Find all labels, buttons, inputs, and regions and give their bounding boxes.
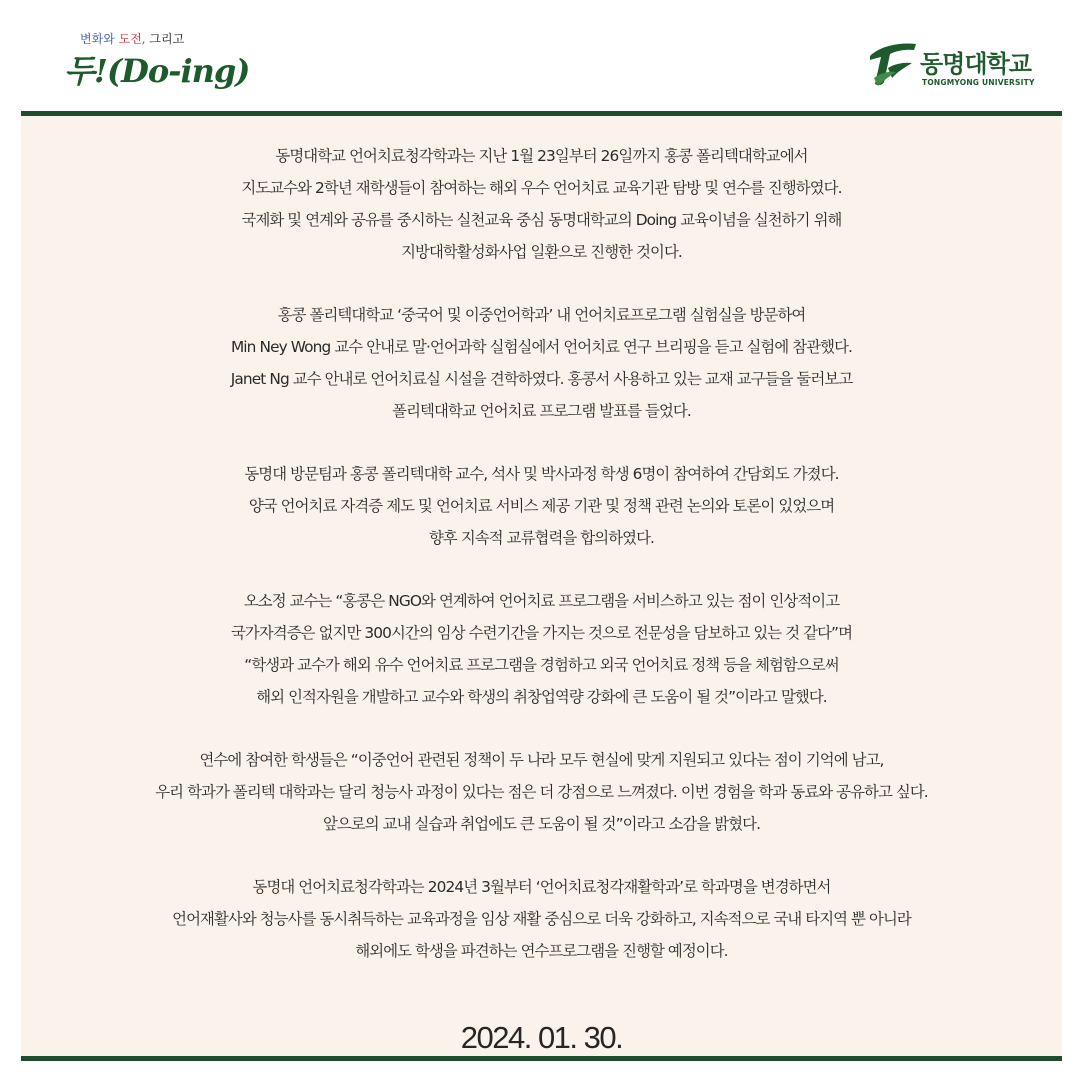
slogan-tagline: [80, 30, 184, 47]
text-line: 지도교수와 2학년 재학생들이 참여하는 해외 우수 언어치료 교육기관 탐방 및 연수를 진행하였다.: [241, 179, 842, 197]
text-line: Min Ney Wong 교수 안내로 말·언어과학 실험실에서 언어치료 연구 브리핑을 듣고 실험에 참관했다.: [230, 338, 853, 356]
article-body: [21, 140, 1062, 998]
text-line: 동명대 방문팀과 홍콩 폴리텍대학 교수, 석사 및 박사과정 학생 6명이 참여하여 간담회도 가졌다.: [244, 465, 839, 483]
slogan-word-challenge: 도전,: [114, 32, 146, 46]
text-line: 향후 지속적 교류협력을 합의하였다.: [429, 529, 654, 547]
paragraph-5: [21, 744, 1062, 840]
text-line: 앞으로의 교내 실습과 취업에도 큰 도움이 될 것”이라고 소감을 밝혔다.: [322, 815, 761, 833]
text-line: 홍콩 폴리텍대학교 ‘중국어 및 이중언어학과’ 내 언어치료프로그램 실험실을 방문하여: [277, 306, 806, 324]
text-line: 국가자격증은 없지만 300시간의 임상 수련기간을 가지는 것으로 전문성을 담보하고 있는 것 같다”며: [230, 624, 853, 642]
slogan-doing: 두!(Do-ing): [64, 52, 250, 90]
publish-date: 2024. 01. 30.: [460, 1020, 623, 1055]
text-line: 지방대학활성화사업 일환으로 진행한 것이다.: [401, 243, 682, 261]
paragraph-3: [21, 458, 1062, 554]
slogan-word-change: 변화와: [80, 32, 115, 46]
text-line: 양국 언어치료 자격증 제도 및 언어치료 서비스 제공 기관 및 정책 관련 논의와 토론이 있었으며: [248, 497, 835, 515]
bottom-divider: [21, 1056, 1062, 1061]
text-line: 연수에 참여한 학생들은 “이중언어 관련된 정책이 두 나라 모두 현실에 맞게 지원되고 있다는 점이 기억에 남고,: [199, 751, 884, 769]
paragraph-4: [21, 585, 1062, 713]
text-line: 오소정 교수는 “홍콩은 NGO와 연계하여 언어치료 프로그램을 서비스하고 있는 점이 인상적이고: [243, 592, 840, 610]
header: [0, 0, 1080, 112]
slogan-word-and: 그리고: [145, 32, 185, 46]
paragraph-1: [21, 140, 1062, 268]
slogan-logo: [64, 30, 250, 102]
text-line: 우리 학과가 폴리텍 대학과는 달리 청능사 과정이 있다는 점은 더 강점으로 느껴졌다. 이번 경험을 학과 동료와 공유하고 싶다.: [155, 783, 928, 801]
text-line: 동명대학교 언어치료청각학과는 지난 1월 23일부터 26일까지 홍콩 폴리텍대학교에서: [275, 147, 808, 165]
tongmyong-emblem-icon: [866, 38, 918, 88]
text-line: 폴리텍대학교 언어치료 프로그램 발표를 들었다.: [392, 402, 691, 420]
paragraph-2: [21, 299, 1062, 427]
text-line: 해외에도 학생을 파견하는 연수프로그램을 진행할 예정이다.: [355, 942, 728, 960]
text-line: 동명대 언어치료청각학과는 2024년 3월부터 ‘언어치료청각재활학과’로 학과명을 변경하면서: [252, 878, 831, 896]
logo-name-english: TONGMYONG UNIVERSITY: [922, 78, 1035, 87]
text-line: 언어재활사와 청능사를 동시취득하는 교육과정을 임상 재활 중심으로 더욱 강화하고, 지속적으로 국내 타지역 뿐 아니라: [172, 910, 911, 928]
text-line: 해외 인적자원을 개발하고 교수와 학생의 취창업역량 강화에 큰 도움이 될 것”이라고 말했다.: [256, 688, 827, 706]
text-line: 국제화 및 연계와 공유를 중시하는 실천교육 중심 동명대학교의 Doing 교육이념을 실천하기 위해: [241, 211, 842, 229]
logo-name-korean: 동명대학교: [920, 50, 1031, 78]
text-line: “학생과 교수가 해외 유수 언어치료 프로그램을 경험하고 외국 언어치료 정책 등을 체험함으로써: [244, 656, 839, 674]
text-line: Janet Ng 교수 안내로 언어치료실 시설을 견학하였다. 홍콩서 사용하고 있는 교재 교구들을 둘러보고: [230, 370, 853, 388]
university-logo: [866, 38, 1036, 92]
paragraph-6: [21, 871, 1062, 967]
